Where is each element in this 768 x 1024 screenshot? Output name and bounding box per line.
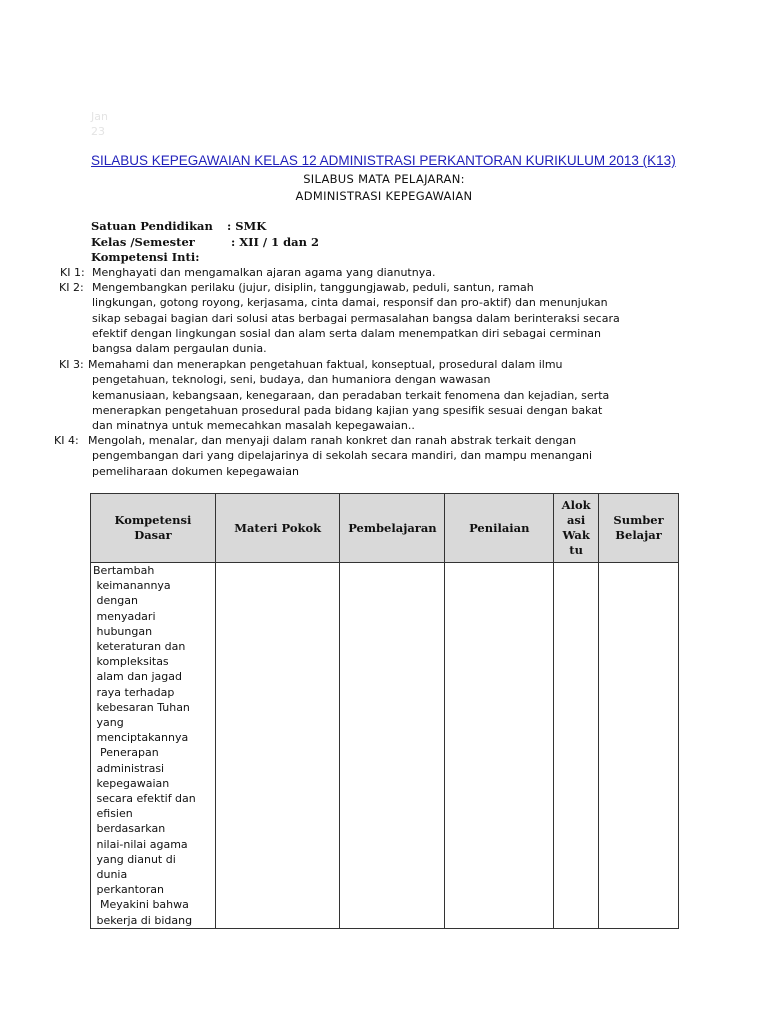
ki-4-line: Mengolah, menalar, dan menyaji dalam ranah konkret dan ranah abstrak terkait dengan	[88, 434, 577, 447]
kd-line: hubungan	[93, 624, 153, 638]
kd-line: dengan	[93, 594, 138, 608]
ki-2-line: efektif dengan lingkungan sosial dan alam serta dalam menempatkan diri sebagai cerminan	[92, 326, 602, 340]
meta-kelas	[91, 235, 320, 249]
header-alokasi-line: Alok	[561, 498, 591, 512]
faint-mark-2: 23	[91, 125, 105, 138]
meta-kelas-value: : XII / 1 dan 2	[231, 235, 320, 249]
ki-1-label: KI 1:	[60, 266, 85, 279]
header-pembelajaran: Pembelajaran	[340, 494, 445, 563]
header-sumber-belajar	[599, 494, 679, 563]
kd-line: Meyakini bahwa	[93, 898, 189, 912]
ki-3-label: KI 3:	[59, 358, 84, 371]
ki-2-line: lingkungan, gotong royong, kerjasama, cinta damai, responsif dan pro-aktif) dan menunjukan	[92, 296, 608, 310]
ki-4-label: KI 4:	[54, 434, 79, 447]
kd-line: berdasarkan	[93, 822, 166, 836]
ki-3-line: pengetahuan, teknologi, seni, budaya, dan humaniora dengan wawasan	[92, 373, 491, 387]
cell-alokasi-waktu	[554, 563, 599, 929]
kd-line: kompleksitas	[93, 655, 169, 669]
ki-2-line: bangsa dalam pergaulan dunia.	[92, 342, 267, 356]
ki-3	[50, 357, 690, 433]
header-sumber-line: Belajar	[615, 528, 662, 542]
ki-4-line: pengembangan dari yang dipelajarinya di sekolah secara mandiri, dan mampu menangani	[92, 449, 593, 463]
header-alokasi-line: asi	[566, 513, 586, 527]
header-alokasi-waktu	[554, 494, 599, 563]
kd-line: Bertambah	[93, 564, 155, 577]
header-alokasi-line: tu	[569, 543, 583, 557]
cell-kompetensi-dasar	[91, 563, 216, 929]
header-penilaian: Penilaian	[445, 494, 554, 563]
kd-line: nilai-nilai agama	[93, 837, 188, 851]
cell-pembelajaran	[340, 563, 445, 929]
kd-line: secara efektif dan	[93, 792, 196, 806]
kd-line: alam dan jagad	[93, 670, 182, 684]
kd-line: kepegawaian	[93, 776, 170, 790]
kd-line: efisien	[93, 807, 133, 821]
ki-2-label: KI 2:	[59, 281, 84, 294]
ki-2-line: Mengembangkan perilaku (jujur, disiplin, tanggungjawab, peduli, santun, ramah	[92, 281, 534, 294]
meta-satuan-label: Satuan Pendidikan	[91, 219, 213, 233]
kd-line: bekerja di bidang	[93, 913, 193, 927]
header-materi-pokok: Materi Pokok	[215, 494, 340, 563]
ki-3-line: dan minatnya untuk memecahkan masalah kepegawaian..	[92, 419, 415, 433]
document-title-link[interactable]: SILABUS KEPEGAWAIAN KELAS 12 ADMINISTRASI PERKANTORAN KURIKULUM 2013 (K13)	[91, 153, 676, 168]
kd-line: yang dianut di	[93, 852, 176, 866]
cell-penilaian	[445, 563, 554, 929]
table-header-row	[91, 494, 679, 563]
subtitle-line-2: ADMINISTRASI KEPEGAWAIAN	[295, 189, 473, 203]
meta-kompetensi-label: Kompetensi Inti:	[91, 250, 200, 264]
header-alokasi-line: Wak	[562, 528, 590, 542]
kd-line: perkantoran	[93, 883, 164, 897]
ki-3-line: Memahami dan menerapkan pengetahuan faktual, konseptual, prosedural dalam ilmu	[88, 358, 563, 371]
kd-line: administrasi	[93, 761, 165, 775]
kd-line: keteraturan dan	[93, 640, 186, 654]
ki-2	[50, 280, 690, 356]
subtitle-line-1: SILABUS MATA PELAJARAN:	[303, 172, 465, 186]
header-kompetensi-dasar	[91, 494, 216, 563]
kd-line: raya terhadap	[93, 685, 175, 699]
kd-line: Penerapan	[93, 746, 159, 760]
kd-line: kebesaran Tuhan	[93, 700, 190, 714]
header-sumber-line: Sumber	[613, 513, 664, 527]
kd-line: keimanannya	[93, 579, 171, 593]
ki-2-line: sikap sebagai bagian dari solusi atas berbagai permasalahan bangsa dalam berinteraksi secara	[92, 311, 620, 325]
kd-line: menciptakannya	[93, 731, 189, 745]
silabus-table	[90, 493, 679, 929]
ki-4-line: pemeliharaan dokumen kepegawaian	[92, 464, 299, 478]
kd-text	[91, 563, 215, 928]
meta-kelas-label: Kelas /Semester	[91, 235, 195, 249]
faint-mark-1: Jan	[91, 110, 108, 123]
table-row	[91, 563, 679, 929]
ki-3-line: menerapkan pengetahuan prosedural pada bidang kajian yang spesifik sesuai dengan bakat	[92, 403, 603, 417]
meta-kompetensi-inti	[91, 250, 199, 264]
ki-4	[50, 433, 690, 479]
header-kd-line: Kompetensi	[114, 513, 192, 527]
kd-line: yang	[93, 716, 124, 730]
meta-satuan	[91, 219, 267, 233]
meta-satuan-value: : SMK	[227, 219, 267, 233]
ki-3-line: kemanusiaan, kebangsaan, kenegaraan, dan peradaban terkait fenomena dan kejadian, serta	[92, 388, 610, 402]
header-kd-line: Dasar	[134, 528, 172, 542]
cell-materi-pokok	[215, 563, 340, 929]
kd-line: menyadari	[93, 609, 156, 623]
ki-1-line: Menghayati dan mengamalkan ajaran agama yang dianutnya.	[92, 266, 436, 279]
ki-1	[50, 265, 690, 280]
kd-line: dunia	[93, 868, 128, 882]
cell-sumber-belajar	[599, 563, 679, 929]
